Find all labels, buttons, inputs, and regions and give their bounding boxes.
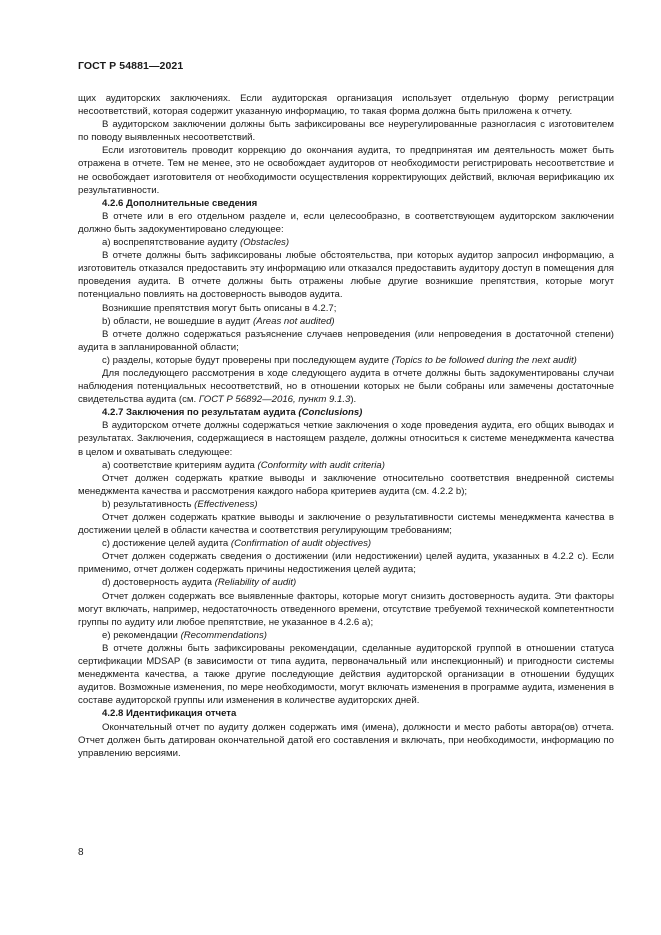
text-run: щих аудиторских заключениях. Если аудиторская организация использует отдельную форму регистрации несоответствий, которая содержит указанную информацию, то такая форма должна быть приложена к отчету. xyxy=(78,93,614,118)
text-run: Отчет должен содержать сведения о достижении (или недостижении) целей аудита, указанных в 4.2.2 с). Если применимо, отчет должен содержать причины недостижения целей аудита; xyxy=(78,551,614,576)
emphasis-text: (Recommendations) xyxy=(180,629,267,641)
text-run: а) воспрепятствование аудиту xyxy=(102,237,240,249)
paragraph xyxy=(78,315,614,328)
paragraph xyxy=(78,249,614,301)
paragraph xyxy=(78,302,614,315)
text-run: В отчете должно содержаться разъяснение случаев непроведения (или непроведения в достаточной степени) аудита в запланированной области; xyxy=(78,328,614,353)
text-run: Окончательный отчет по аудиту должен содержать имя (имена), должности и место работы автора(ов) отчета. Отчет должен быть датирован окончательной датой его составления и включать, при необходимости, информацию по управлению версиями. xyxy=(78,721,614,759)
text-run: В отчете или в его отдельном разделе и, если целесообразно, в соответствующем аудиторском заключении должно быть задокументировано следующее: xyxy=(78,210,614,235)
paragraph xyxy=(78,328,614,354)
text-run: Отчет должен содержать краткие выводы и заключение относительно соответствия внедренной системы менеджмента качества и рассмотрения каждого набора критериев аудита (см. 4.2.2 b); xyxy=(78,472,614,497)
paragraph xyxy=(78,721,614,760)
section-heading xyxy=(78,707,614,720)
emphasis-text: ГОСТ Р 56892—2016, пункт 9.1.3 xyxy=(198,394,351,406)
paragraph xyxy=(78,354,614,367)
text-run: В отчете должны быть зафиксированы рекомендации, сделанные аудиторской группой в отношении статуса сертификации MDSAP (в зависимости от типа аудита, первоначальный или инспекционный) и пригодности системы менеджмента качества, а также другие последующие действия аудиторской организации в отношении будущих аудитов. Возможные изменения, по мере необходимости, могут включать изменения в программе аудита, изменения в составе аудиторской группы или изменения в количестве аудиторских дней. xyxy=(78,642,614,707)
paragraph xyxy=(78,367,614,406)
text-run: Отчет должен содержать краткие выводы и заключение о результативности системы менеджмента качества в достижении целей в области качества и соответствия регулирующим требованиям; xyxy=(78,512,614,537)
text-run: Отчет должен содержать все выявленные факторы, которые могут снизить достоверность аудита. Эти факторы могут включать, например, недостаточность отведенного времени, отсутствие требуемой технической компетентности группы по аудиту или любое препятствие, не указанное в 4.2.6 а); xyxy=(78,590,614,628)
paragraph xyxy=(78,236,614,249)
paragraph xyxy=(78,642,614,707)
text-run: 4.2.6 Дополнительные сведения xyxy=(102,197,258,209)
paragraph xyxy=(78,144,614,196)
paragraph xyxy=(78,511,614,537)
page-number: 8 xyxy=(78,847,84,858)
emphasis-text: (Conclusions) xyxy=(298,407,363,419)
paragraph xyxy=(78,590,614,629)
paragraph xyxy=(78,118,614,144)
paragraph xyxy=(78,210,614,236)
text-run: а) соответствие критериям аудита xyxy=(102,459,258,471)
emphasis-text: (Obstacles) xyxy=(240,237,290,249)
emphasis-text: (Conformity with audit criteria) xyxy=(257,459,385,471)
text-run: е) рекомендации xyxy=(102,629,181,641)
paragraph xyxy=(78,629,614,642)
paragraph xyxy=(78,537,614,550)
emphasis-text: (Confirmation of audit objectives) xyxy=(230,538,372,550)
paragraph xyxy=(78,576,614,589)
text-run: В аудиторском заключении должны быть зафиксированы все неурегулированные разногласия с изготовителем по поводу выявленных несоответствий. xyxy=(78,119,614,144)
emphasis-text: (Reliability of audit) xyxy=(214,577,297,589)
text-run: 4.2.7 Заключения по результатам аудита xyxy=(102,407,299,419)
document-header: ГОСТ Р 54881—2021 xyxy=(78,60,184,72)
section-heading xyxy=(78,406,614,419)
paragraph xyxy=(78,459,614,472)
paragraph xyxy=(78,550,614,576)
emphasis-text: (Areas not audited) xyxy=(253,315,335,327)
text-run: В аудиторском отчете должны содержаться четкие заключения о ходе проведения аудита, его общих выводах и результатах. Заключения, содержащиеся в настоящем разделе, должны относиться к системе менеджмента качества в целом и охватывать следующее: xyxy=(78,420,614,458)
paragraph xyxy=(78,92,614,118)
document-body xyxy=(78,92,614,760)
paragraph xyxy=(78,472,614,498)
text-run: Для последующего рассмотрения в ходе следующего аудита в отчете должны быть задокументированы случаи наблюдения потенциальных несоответствий, но в отношении которых не были собраны или замечены достаточные свидетельства аудита (см. xyxy=(78,367,614,406)
paragraph xyxy=(78,498,614,511)
text-run: b) результативность xyxy=(102,498,195,510)
emphasis-text: (Effectiveness) xyxy=(194,498,258,510)
text-run: d) достоверность аудита xyxy=(102,577,215,589)
text-run: Если изготовитель проводит коррекцию до окончания аудита, то предпринятая им деятельность может быть отражена в отчете. Тем не менее, это не освобождает аудиторов от необходимости регистрировать несоответствие и не освобождает изготовителя от необходимости осуществления корректирующих действий, включая верификацию их результативности. xyxy=(78,145,614,196)
emphasis-text: (Topics to be followed during the next audit) xyxy=(391,354,577,366)
paragraph xyxy=(78,419,614,458)
text-run: ). xyxy=(350,394,357,406)
text-run: В отчете должны быть зафиксированы любые обстоятельства, при которых аудитор запросил информацию, а изготовитель отказался предоставить эту информацию или отказался предоставить аудитору доступ в помещения для проведения аудита. В отчете должны быть отражены любые другие возникшие препятствия, которые могут потенциально повлиять на достоверность выводов аудита. xyxy=(78,250,614,301)
text-run: Возникшие препятствия могут быть описаны в 4.2.7; xyxy=(102,302,337,314)
text-run: b) области, не вошедшие в аудит xyxy=(102,315,253,327)
text-run: 4.2.8 Идентификация отчета xyxy=(102,708,237,720)
text-run: с) разделы, которые будут проверены при последующем аудите xyxy=(102,354,392,366)
text-run: с) достижение целей аудита xyxy=(102,538,231,550)
section-heading xyxy=(78,197,614,210)
